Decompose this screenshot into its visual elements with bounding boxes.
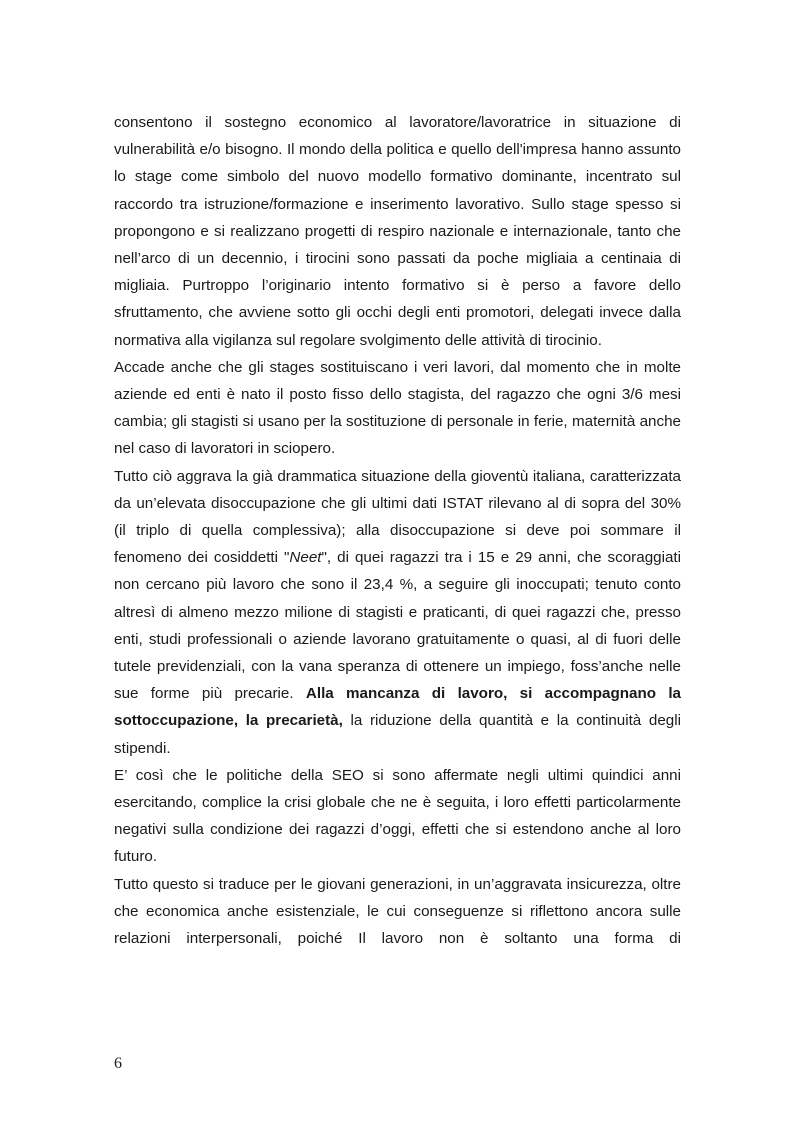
paragraph <box>114 109 681 354</box>
paragraph-text: consentono il sostegno economico al lavoratore/lavoratrice in situazione di vulnerabilità e/o bisogno. Il mondo della politica e quello dell'impresa hanno assunto lo stage come simbolo del nuovo modello formativo dominante, incentrato sul raccordo tra istruzione/formazione e inserimento lavorativo. Sullo stage spesso si propongono e si realizzano progetti di respiro nazionale e internazionale, tanto che nell’arco di un decennio, i tirocini sono passati da poche migliaia a centinaia di migliaia. Purtroppo l’originario intento formativo si è perso a favore dello sfruttamento, che avviene sotto gli occhi degli enti promotori, delegati invece dalla normativa alla vigilanza sul regolare svolgimento delle attività di tirocinio. <box>114 114 681 349</box>
paragraph <box>114 463 681 762</box>
paragraph-text: Tutto ciò aggrava la già drammatica situazione della gioventù italiana, caratterizzata da un’elevata disoccupazione che gli ultimi dati ISTAT rilevano al di sopra del 30% (il triplo di quella complessiva); alla disoccupazione si deve poi sommare il fenomeno dei cosiddetti " <box>114 467 681 567</box>
italic-term: Neet <box>289 549 322 567</box>
paragraph-text: Tutto questo si traduce per le giovani generazioni, in un’aggravata insicurezza, oltre che economica anche esistenziale, le cui conseguenze si riflettono ancora sulle relazioni interpersonali, poiché Il lavoro non è soltanto una forma di <box>114 875 681 948</box>
paragraph <box>114 354 681 463</box>
body-text <box>114 109 681 952</box>
paragraph-text: Accade anche che gli stages sostituiscano i veri lavori, dal momento che in molte aziende ed enti è nato il posto fisso dello stagista, del ragazzo che ogni 3/6 mesi cambia; gli stagisti si usano per la sostituzione di personale in ferie, maternità anche nel caso di lavoratori in sciopero. <box>114 358 681 458</box>
page-number: 6 <box>114 1055 122 1072</box>
paragraph <box>114 762 681 871</box>
paragraph-text: E’ così che le politiche della SEO si sono affermate negli ultimi quindici anni esercitando, complice la crisi globale che ne è seguita, i loro effetti particolarmente negativi sulla condizione dei ragazzi d’oggi, effetti che si estendono anche al loro futuro. <box>114 766 681 866</box>
paragraph-text: ", di quei ragazzi tra i 15 e 29 anni, che scoraggiati non cercano più lavoro che sono il 23,4 %, a seguire gli inoccupati; tenuto conto altresì di almeno mezzo milione di stagisti e praticanti, di quei ragazzi che, presso enti, studi professionali o aziende lavorano gratuitamente o quasi, al di fuori delle tutele previdenziali, con la vana speranza di ottenere un impiego, foss’anche nelle sue forme più precarie. <box>114 549 681 703</box>
paragraph <box>114 871 681 953</box>
bold-emphasis: Alla mancanza di lavoro, si accompagnano la sottoccupazione, la precarietà, <box>114 685 681 730</box>
paragraph-text: la riduzione della quantità e la continuità degli stipendi. <box>114 712 681 757</box>
